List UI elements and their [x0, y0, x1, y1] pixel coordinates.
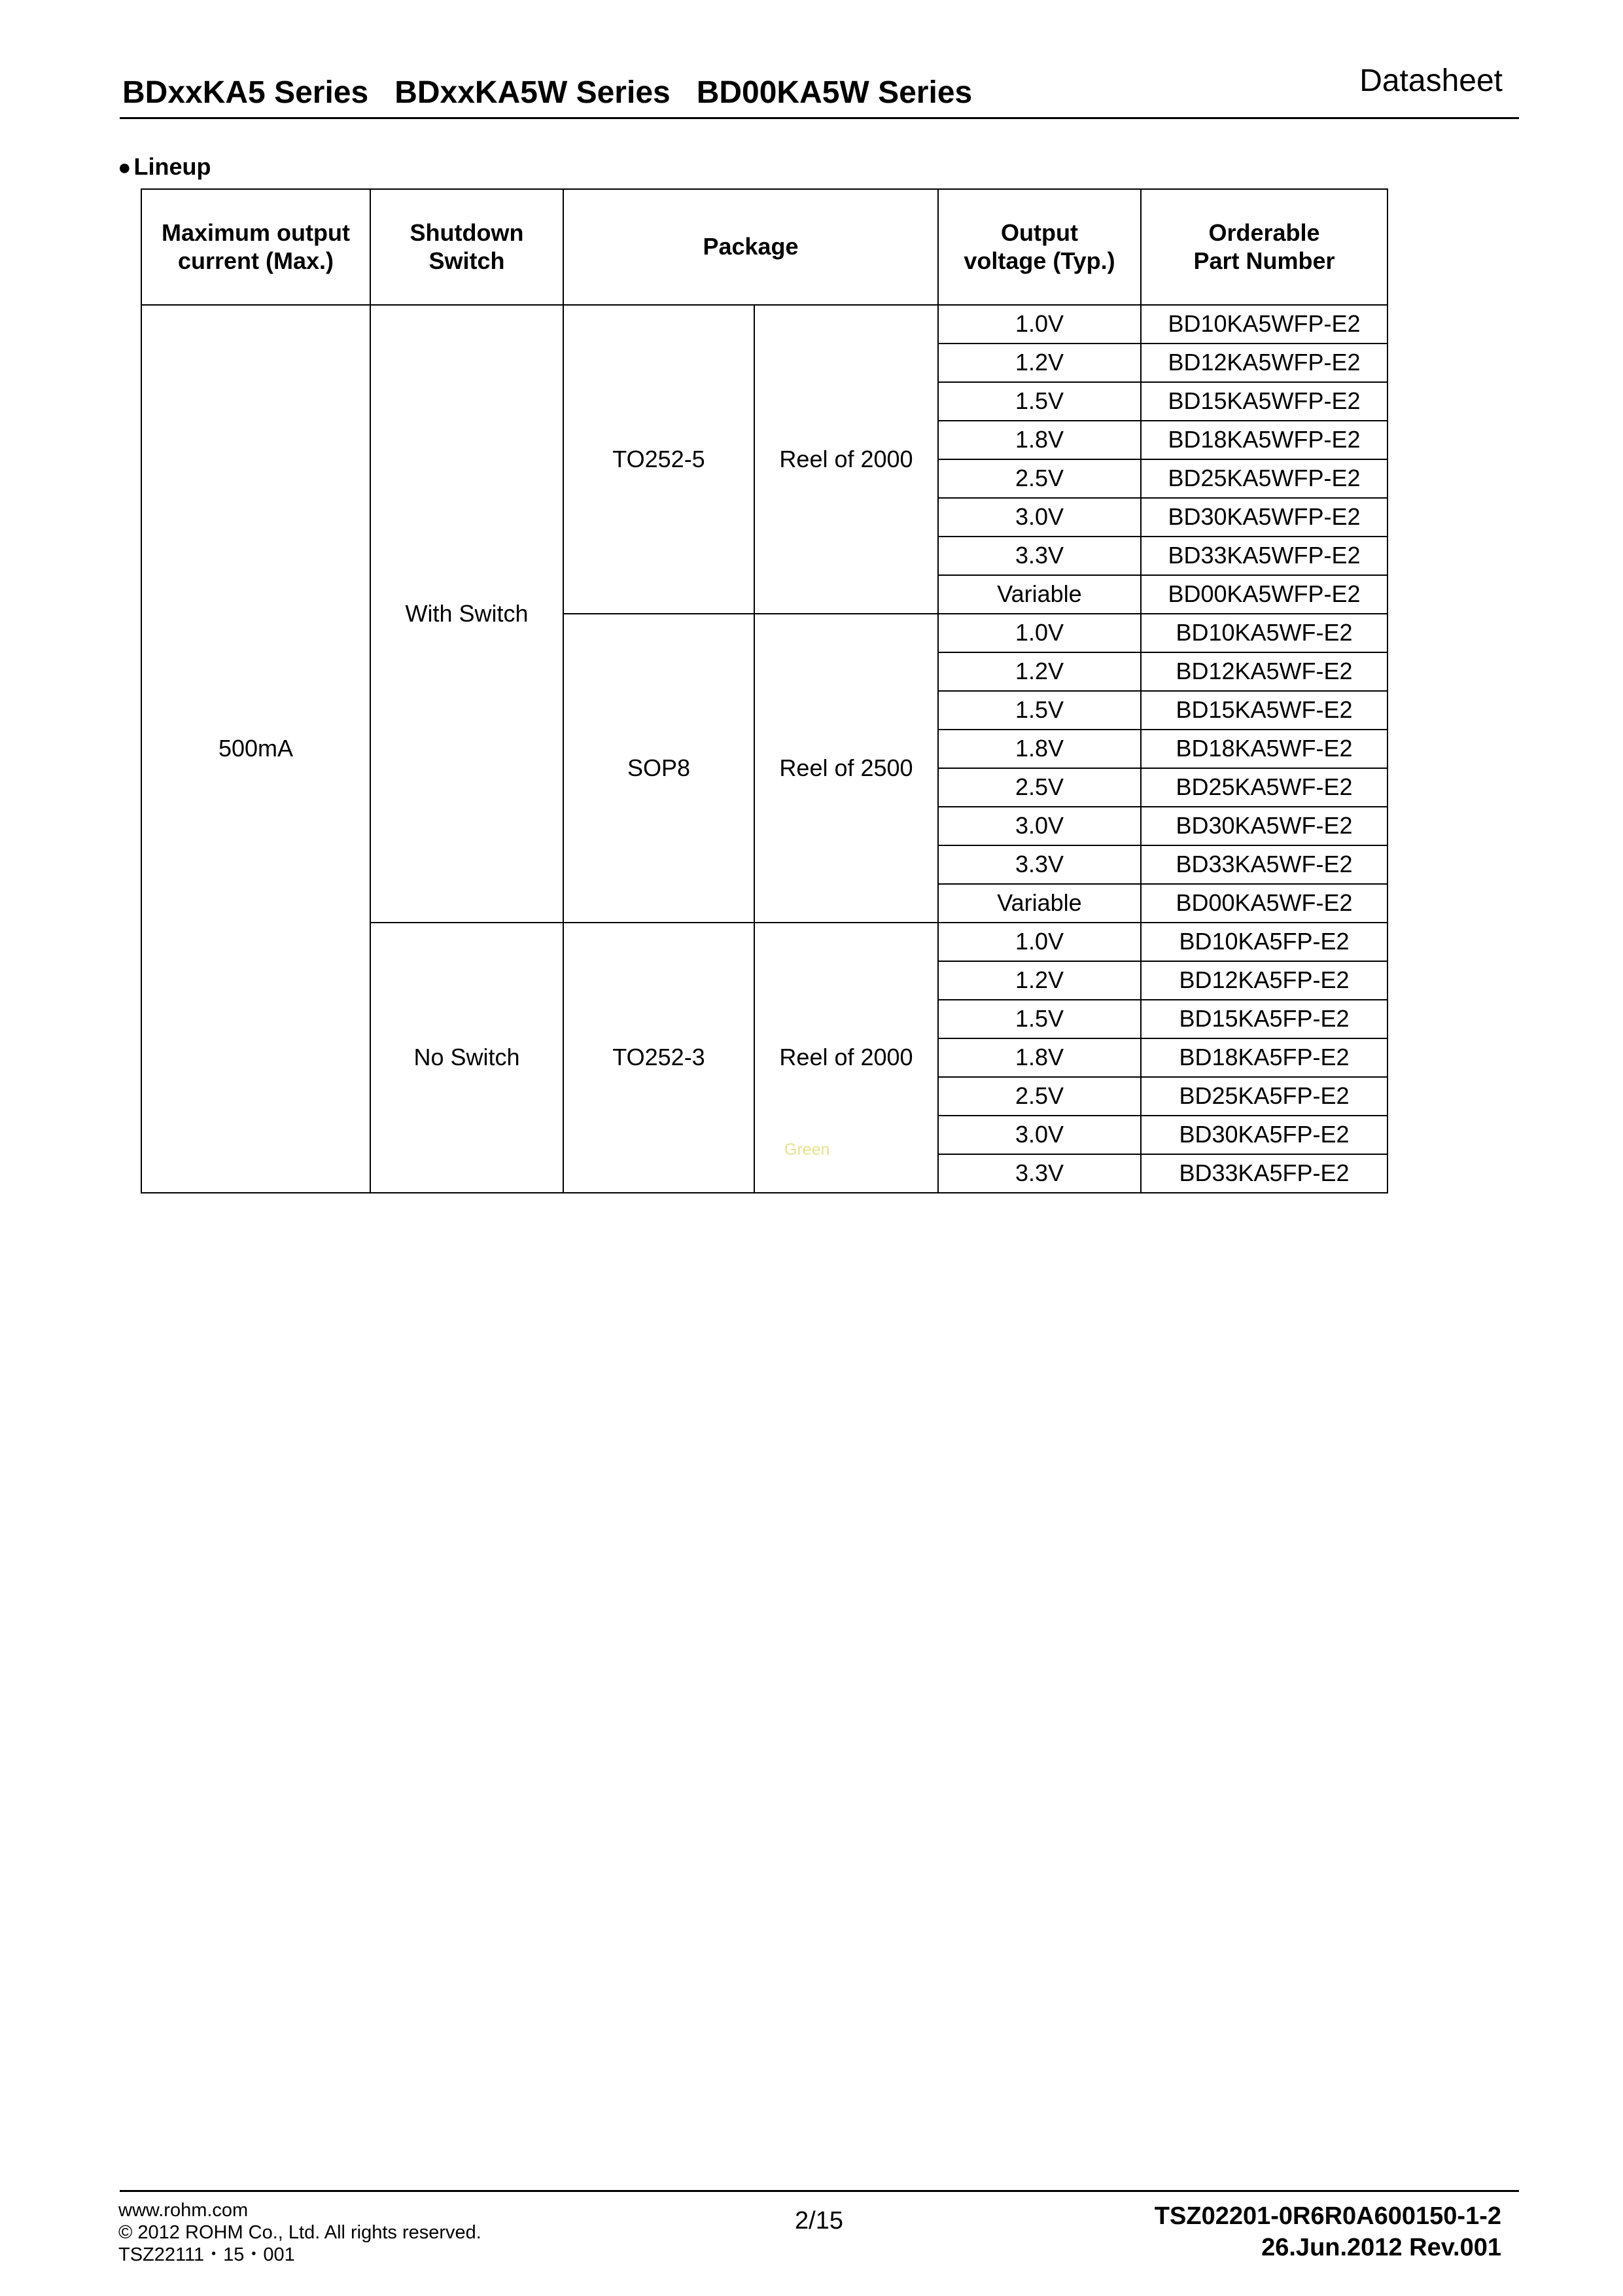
voltage-cell: 2.5V [938, 459, 1141, 498]
voltage-cell: 1.2V [938, 652, 1141, 691]
shutdown-cell: With Switch [370, 305, 563, 923]
part-number-cell: BD25KA5WF-E2 [1141, 768, 1387, 807]
voltage-cell: 1.5V [938, 691, 1141, 730]
part-number-cell: BD10KA5WFP-E2 [1141, 305, 1387, 344]
copyright-text: © 2012 ROHM Co., Ltd. All rights reserved. [118, 2222, 481, 2243]
max-current-cell: 500mA [141, 305, 370, 1193]
document-title: BDxxKA5 Series BDxxKA5W Series BD00KA5W Series [122, 75, 973, 110]
voltage-cell: 1.5V [938, 382, 1141, 421]
website-link[interactable]: www.rohm.com [118, 2200, 249, 2221]
datasheet-label: Datasheet [1359, 63, 1503, 98]
part-number-cell: BD25KA5FP-E2 [1141, 1077, 1387, 1116]
voltage-cell: 3.3V [938, 1154, 1141, 1193]
part-number-cell: BD33KA5WFP-E2 [1141, 537, 1387, 575]
part-number-cell: BD30KA5WFP-E2 [1141, 498, 1387, 537]
voltage-cell: Variable [938, 575, 1141, 614]
voltage-cell: 3.3V [938, 845, 1141, 884]
voltage-cell: 3.0V [938, 498, 1141, 537]
package-cell: TO252-3 [563, 923, 754, 1193]
voltage-cell: 1.8V [938, 730, 1141, 768]
footer-divider [120, 2190, 1519, 2192]
part-number-cell: BD00KA5WF-E2 [1141, 884, 1387, 923]
voltage-cell: 1.0V [938, 305, 1141, 344]
part-number-cell: BD30KA5FP-E2 [1141, 1116, 1387, 1154]
reel-cell: Reel of 2500 [754, 614, 938, 923]
package-header: Package [563, 189, 938, 305]
table-row [141, 305, 1387, 344]
voltage-cell: 1.2V [938, 961, 1141, 1000]
page-number: 2/15 [795, 2207, 843, 2234]
voltage-cell: Variable [938, 884, 1141, 923]
package-cell: SOP8 [563, 614, 754, 923]
voltage-cell: 3.3V [938, 537, 1141, 575]
voltage-cell: 1.2V [938, 344, 1141, 382]
lineup-table [141, 188, 1388, 1193]
part-number-cell: BD15KA5FP-E2 [1141, 1000, 1387, 1038]
part-number-cell: BD00KA5WFP-E2 [1141, 575, 1387, 614]
voltage-cell: 2.5V [938, 1077, 1141, 1116]
voltage-cell: 1.5V [938, 1000, 1141, 1038]
reel-cell: Reel of 2000 [754, 923, 938, 1193]
reel-cell: Reel of 2000 [754, 305, 938, 614]
part-number-cell: BD18KA5WF-E2 [1141, 730, 1387, 768]
part-number-cell: BD18KA5FP-E2 [1141, 1038, 1387, 1077]
date-revision: 26.Jun.2012 Rev.001 [1261, 2234, 1501, 2261]
document-number: TSZ02201-0R6R0A600150-1-2 [1154, 2202, 1501, 2230]
part-number-cell: BD18KA5WFP-E2 [1141, 421, 1387, 459]
voltage-cell: 1.0V [938, 923, 1141, 961]
voltage-cell: 1.8V [938, 1038, 1141, 1077]
section-title: Lineup [133, 153, 211, 180]
part-number-cell: BD10KA5WF-E2 [1141, 614, 1387, 652]
form-code: TSZ22111・15・001 [118, 2244, 295, 2265]
shutdown-switch-header: Shutdown Switch [370, 189, 563, 305]
shutdown-cell: No Switch [370, 923, 563, 1193]
table-header-row [141, 189, 1387, 305]
part-number-cell: BD25KA5WFP-E2 [1141, 459, 1387, 498]
part-number-cell: BD33KA5FP-E2 [1141, 1154, 1387, 1193]
package-cell: TO252-5 [563, 305, 754, 614]
voltage-cell: 1.8V [938, 421, 1141, 459]
section-heading [118, 155, 211, 179]
voltage-cell: 1.0V [938, 614, 1141, 652]
part-number-cell: BD33KA5WF-E2 [1141, 845, 1387, 884]
footer-left-block [118, 2199, 481, 2266]
part-number-cell: BD15KA5WFP-E2 [1141, 382, 1387, 421]
voltage-cell: 2.5V [938, 768, 1141, 807]
max-output-current-header: Maximum output current (Max.) [141, 189, 370, 305]
part-number-cell: BD12KA5WFP-E2 [1141, 344, 1387, 382]
voltage-cell: 3.0V [938, 807, 1141, 845]
bullet-icon: ● [118, 155, 131, 180]
part-number-cell: BD10KA5FP-E2 [1141, 923, 1387, 961]
part-number-cell: BD12KA5FP-E2 [1141, 961, 1387, 1000]
faint-watermark-text: Green [784, 1140, 830, 1159]
output-voltage-header: Output voltage (Typ.) [938, 189, 1141, 305]
voltage-cell: 3.0V [938, 1116, 1141, 1154]
part-number-cell: BD12KA5WF-E2 [1141, 652, 1387, 691]
header-divider [120, 117, 1519, 119]
part-number-cell: BD15KA5WF-E2 [1141, 691, 1387, 730]
part-number-cell: BD30KA5WF-E2 [1141, 807, 1387, 845]
footer-right-block [1155, 2200, 1501, 2263]
part-number-header: Orderable Part Number [1141, 189, 1387, 305]
